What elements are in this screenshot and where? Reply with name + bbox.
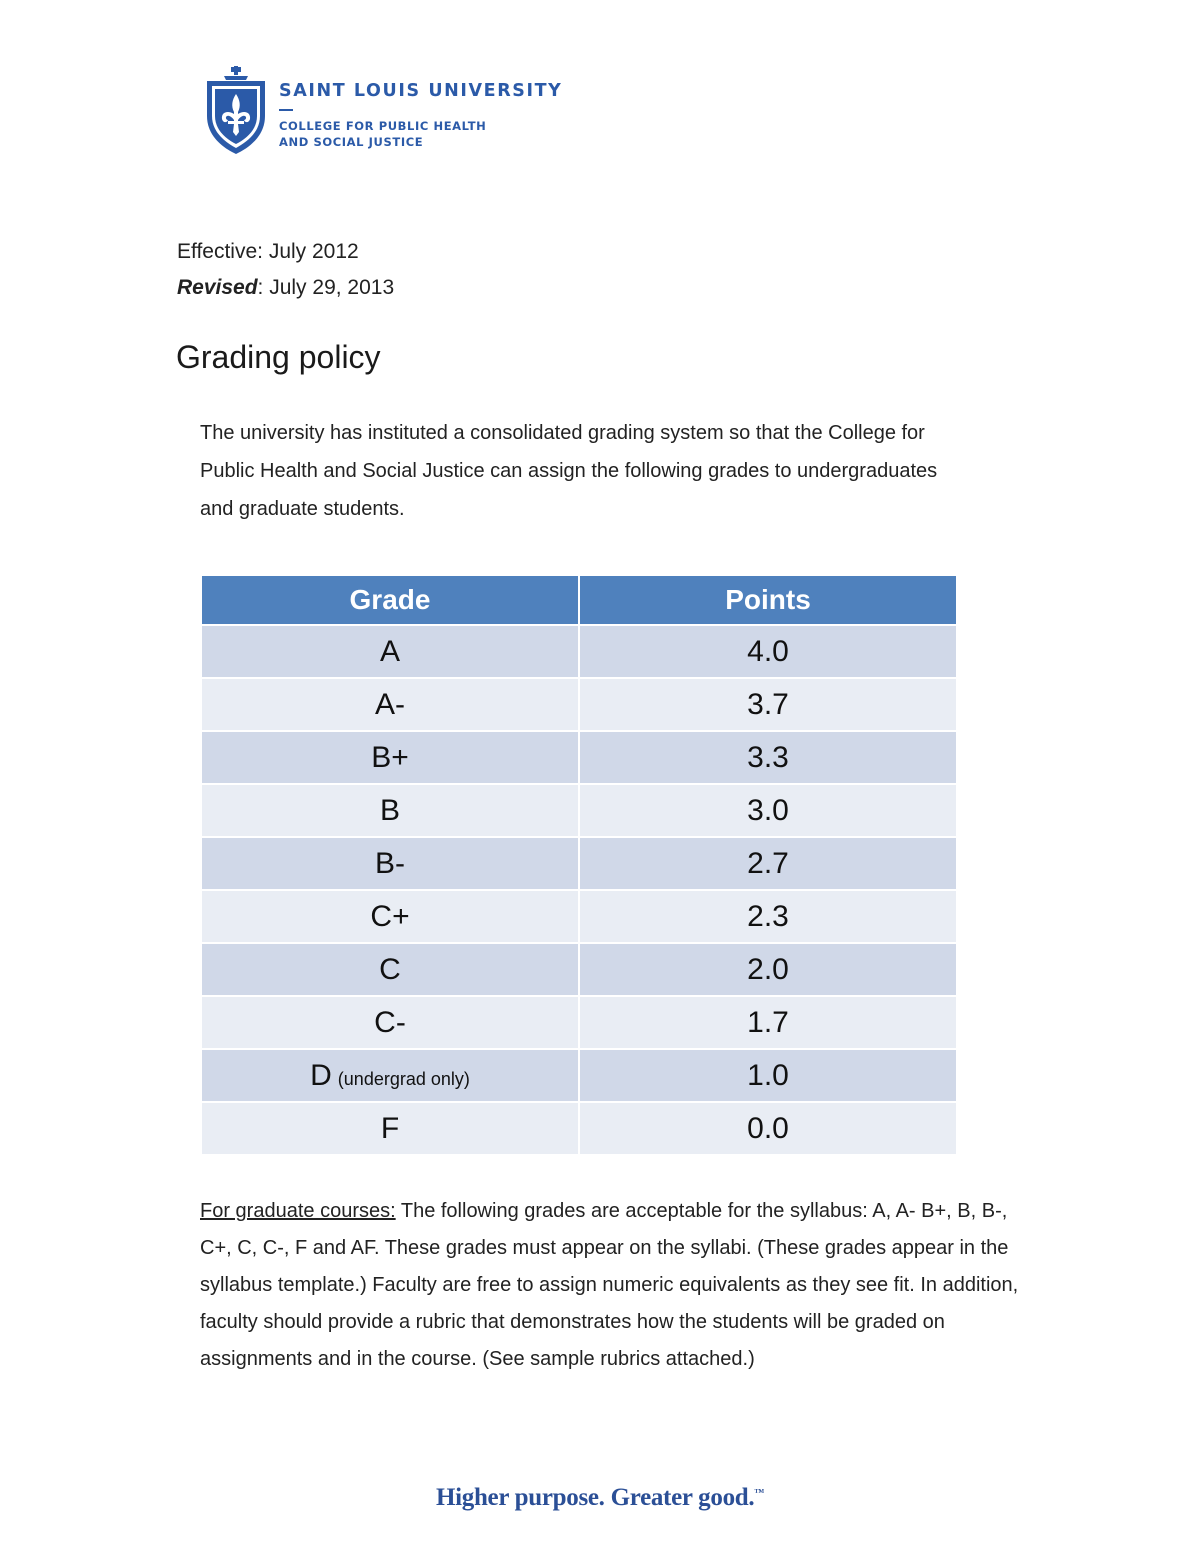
grade-value: B — [379, 793, 400, 827]
trademark-mark: ™ — [754, 1487, 765, 1499]
table-row — [202, 732, 956, 783]
points-cell: 3.7 — [580, 679, 956, 730]
grade-cell — [202, 732, 578, 783]
table-row — [202, 1050, 956, 1101]
fleur-de-lis-shield-icon — [204, 66, 268, 156]
revised-value: : July 29, 2013 — [257, 276, 395, 299]
table-row — [202, 891, 956, 942]
page-title: Grading policy — [176, 339, 381, 375]
graduate-courses-note — [200, 1193, 1020, 1378]
points-cell: 2.3 — [580, 891, 956, 942]
university-logo — [204, 66, 564, 158]
points-cell: 2.7 — [580, 838, 956, 889]
tagline-text: Higher purpose. Greater good. — [435, 1484, 755, 1511]
table-row — [202, 785, 956, 836]
university-name: SAINT LOUIS UNIVERSITY — [279, 81, 563, 101]
revised-date — [177, 270, 394, 306]
effective-date — [177, 234, 394, 270]
intro-paragraph: The university has instituted a consolidated grading system so that the College for Public Health and Social Justice can assign the following grades to undergraduates and graduate students. — [200, 422, 938, 520]
grade-value: C+ — [370, 899, 410, 933]
grade-cell — [202, 626, 578, 677]
table-row — [202, 997, 956, 1048]
points-cell: 3.0 — [580, 785, 956, 836]
grade-cell — [202, 997, 578, 1048]
column-header-points: Points — [580, 576, 956, 624]
points-cell: 0.0 — [580, 1103, 956, 1154]
policy-dates — [177, 234, 394, 306]
grade-value: D — [310, 1058, 332, 1092]
grade-value: B- — [375, 846, 405, 880]
grade-cell — [202, 944, 578, 995]
points-cell: 2.0 — [580, 944, 956, 995]
grade-cell — [202, 891, 578, 942]
logo-divider — [279, 109, 293, 111]
table-row — [202, 679, 956, 730]
grade-cell — [202, 785, 578, 836]
grade-cell — [202, 1103, 578, 1154]
grade-value: C — [379, 952, 401, 986]
table-row — [202, 1103, 956, 1154]
revised-label: Revised — [177, 276, 258, 299]
graduate-courses-label: For graduate courses: — [200, 1200, 396, 1222]
column-header-grade: Grade — [202, 576, 578, 624]
points-cell: 1.7 — [580, 997, 956, 1048]
college-name-line-2: AND SOCIAL JUSTICE — [279, 135, 424, 149]
grade-value: C- — [374, 1005, 406, 1039]
grade-value: A- — [375, 687, 405, 721]
graduate-courses-text: The following grades are acceptable for the syllabus: A, A- B+, B, B-, C+, C, C-, F and AF. These grades must appear on the syllabi. (These grades appear in the syllabus template.) Faculty are free to assign numeric equivalents as they see fit. In addition, faculty should provide a rubric that demonstrates how the students will be graded on assignments and in the course. (See sample rubrics attached.) — [200, 1200, 1019, 1370]
logo-text — [279, 80, 564, 150]
grade-cell — [202, 679, 578, 730]
grade-value: F — [380, 1111, 400, 1145]
effective-label: Effective — [177, 240, 258, 263]
table-row — [202, 626, 956, 677]
effective-value: : July 2012 — [257, 240, 359, 263]
grade-note: (undergrad only) — [337, 1068, 470, 1089]
points-cell: 4.0 — [580, 626, 956, 677]
grade-cell — [202, 1050, 578, 1101]
grade-cell — [202, 838, 578, 889]
table-header-row — [202, 576, 956, 624]
grade-value: A — [379, 634, 400, 668]
points-cell: 3.3 — [580, 732, 956, 783]
college-name-line-1: COLLEGE FOR PUBLIC HEALTH — [279, 119, 487, 133]
points-cell: 1.0 — [580, 1050, 956, 1101]
table-row — [202, 944, 956, 995]
grade-value: B+ — [371, 740, 409, 774]
grades-table — [200, 574, 958, 1156]
footer-tagline — [0, 1484, 1200, 1512]
table-row — [202, 838, 956, 889]
